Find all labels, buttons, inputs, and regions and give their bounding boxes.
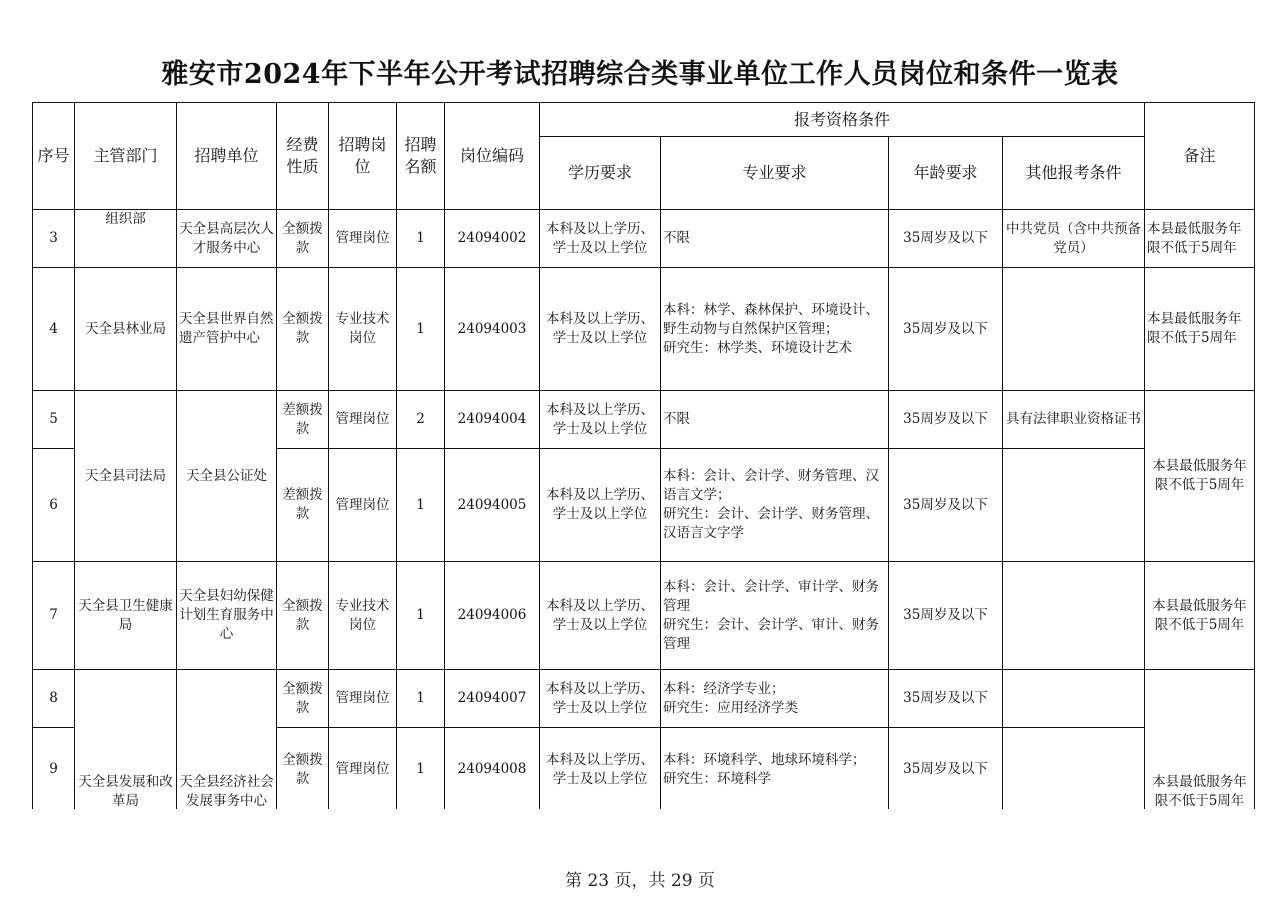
cell-other: 具有法律职业资格证书	[1003, 391, 1145, 449]
cell-dept: 天全县卫生健康局	[75, 562, 177, 670]
cell-age: 35周岁及以下	[889, 210, 1003, 268]
cell-code: 24094008	[445, 728, 540, 810]
cell-seq: 7	[33, 562, 75, 670]
cell-dept: 天全县发展和改革局	[75, 670, 177, 810]
cell-quota: 2	[397, 391, 445, 449]
header-conditions: 报考资格条件	[540, 103, 1145, 137]
header-quota: 招聘名额	[397, 103, 445, 210]
cell-remarks: 本县最低服务年限不低于5周年	[1145, 562, 1255, 670]
cell-funding: 差额拨款	[277, 391, 329, 449]
cell-major: 本科：会计、会计学、审计学、财务管理 研究生：会计、会计学、审计、财务管理	[661, 562, 889, 670]
header-funding: 经费性质	[277, 103, 329, 210]
cell-major: 本科：经济学专业； 研究生：应用经济学类	[661, 670, 889, 728]
cell-seq: 8	[33, 670, 75, 728]
cell-code: 24094006	[445, 562, 540, 670]
cell-other	[1003, 562, 1145, 670]
cell-quota: 1	[397, 562, 445, 670]
cell-seq: 4	[33, 268, 75, 391]
table-row	[33, 562, 1255, 670]
table-row	[33, 391, 1255, 449]
cell-age: 35周岁及以下	[889, 670, 1003, 728]
cell-seq: 9	[33, 728, 75, 810]
header-dept: 主管部门	[75, 103, 177, 210]
cell-dept: 天全县林业局	[75, 268, 177, 391]
cell-other: 中共党员（含中共预备党员）	[1003, 210, 1145, 268]
cell-other	[1003, 728, 1145, 810]
cell-unit: 天全县经济社会发展事务中心	[177, 670, 277, 810]
cell-funding: 全额拨款	[277, 210, 329, 268]
page-footer: 第 23 页，共 29 页	[565, 871, 715, 891]
cell-position: 专业技术岗位	[329, 268, 397, 391]
cell-dept: 天全县司法局	[75, 391, 177, 562]
cell-other	[1003, 268, 1145, 391]
cell-code: 24094002	[445, 210, 540, 268]
cell-remarks: 本县最低服务年限不低于5周年	[1145, 268, 1255, 391]
header-unit: 招聘单位	[177, 103, 277, 210]
header-age: 年龄要求	[889, 137, 1003, 210]
cell-seq: 3	[33, 210, 75, 268]
cell-quota: 1	[397, 449, 445, 562]
cell-funding: 差额拨款	[277, 449, 329, 562]
cell-unit: 天全县高层次人才服务中心	[177, 210, 277, 268]
cell-funding: 全额拨款	[277, 670, 329, 728]
cell-unit: 天全县妇幼保健计划生育服务中心	[177, 562, 277, 670]
cell-major: 本科：林学、森林保护、环境设计、野生动物与自然保护区管理； 研究生：林学类、环境设计艺术	[661, 268, 889, 391]
cell-remarks: 本县最低服务年限不低于5周年	[1145, 670, 1255, 810]
header-education: 学历要求	[540, 137, 661, 210]
cell-age: 35周岁及以下	[889, 268, 1003, 391]
cell-education: 本科及以上学历、学士及以上学位	[540, 670, 661, 728]
cell-major: 本科：会计、会计学、财务管理、汉语言文学； 研究生：会计、会计学、财务管理、汉语言文字学	[661, 449, 889, 562]
cell-quota: 1	[397, 210, 445, 268]
header-seq: 序号	[33, 103, 75, 210]
cell-education: 本科及以上学历、学士及以上学位	[540, 449, 661, 562]
cell-age: 35周岁及以下	[889, 391, 1003, 449]
table-row	[33, 670, 1255, 728]
page-title: 雅安市2024年下半年公开考试招聘综合类事业单位工作人员岗位和条件一览表	[161, 59, 1119, 90]
header-other: 其他报考条件	[1003, 137, 1145, 210]
cell-education: 本科及以上学历、学士及以上学位	[540, 562, 661, 670]
cell-quota: 1	[397, 268, 445, 391]
table-row	[33, 268, 1255, 391]
header-code: 岗位编码	[445, 103, 540, 210]
cell-education: 本科及以上学历、学士及以上学位	[540, 210, 661, 268]
header-major: 专业要求	[661, 137, 889, 210]
table-viewport	[32, 102, 1256, 809]
header-remarks: 备注	[1145, 103, 1255, 210]
cell-position: 管理岗位	[329, 449, 397, 562]
cell-remarks: 本县最低服务年限不低于5周年	[1145, 391, 1255, 562]
cell-code: 24094007	[445, 670, 540, 728]
cell-code: 24094003	[445, 268, 540, 391]
cell-other	[1003, 449, 1145, 562]
cell-age: 35周岁及以下	[889, 562, 1003, 670]
cell-age: 35周岁及以下	[889, 449, 1003, 562]
cell-position: 管理岗位	[329, 728, 397, 810]
cell-major: 本科：环境科学、地球环境科学； 研究生：环境科学	[661, 728, 889, 810]
header-position: 招聘岗位	[329, 103, 397, 210]
cell-position: 管理岗位	[329, 210, 397, 268]
cell-seq: 5	[33, 391, 75, 449]
cell-position: 管理岗位	[329, 670, 397, 728]
cell-other	[1003, 670, 1145, 728]
cell-education: 本科及以上学历、学士及以上学位	[540, 268, 661, 391]
cell-dept: 组织部	[75, 210, 177, 268]
cell-major: 不限	[661, 210, 889, 268]
cell-age: 35周岁及以下	[889, 728, 1003, 810]
cell-unit: 天全县世界自然遗产管护中心	[177, 268, 277, 391]
cell-unit: 天全县公证处	[177, 391, 277, 562]
cell-code: 24094004	[445, 391, 540, 449]
cell-position: 专业技术岗位	[329, 562, 397, 670]
cell-seq: 6	[33, 449, 75, 562]
cell-position: 管理岗位	[329, 391, 397, 449]
table-row	[33, 210, 1255, 268]
cell-funding: 全额拨款	[277, 268, 329, 391]
cell-major: 不限	[661, 391, 889, 449]
cell-code: 24094005	[445, 449, 540, 562]
cell-education: 本科及以上学历、学士及以上学位	[540, 728, 661, 810]
cell-funding: 全额拨款	[277, 562, 329, 670]
cell-remarks: 本县最低服务年限不低于5周年	[1145, 210, 1255, 268]
cell-quota: 1	[397, 670, 445, 728]
cell-education: 本科及以上学历、学士及以上学位	[540, 391, 661, 449]
positions-table	[32, 102, 1255, 809]
cell-quota: 1	[397, 728, 445, 810]
cell-funding: 全额拨款	[277, 728, 329, 810]
